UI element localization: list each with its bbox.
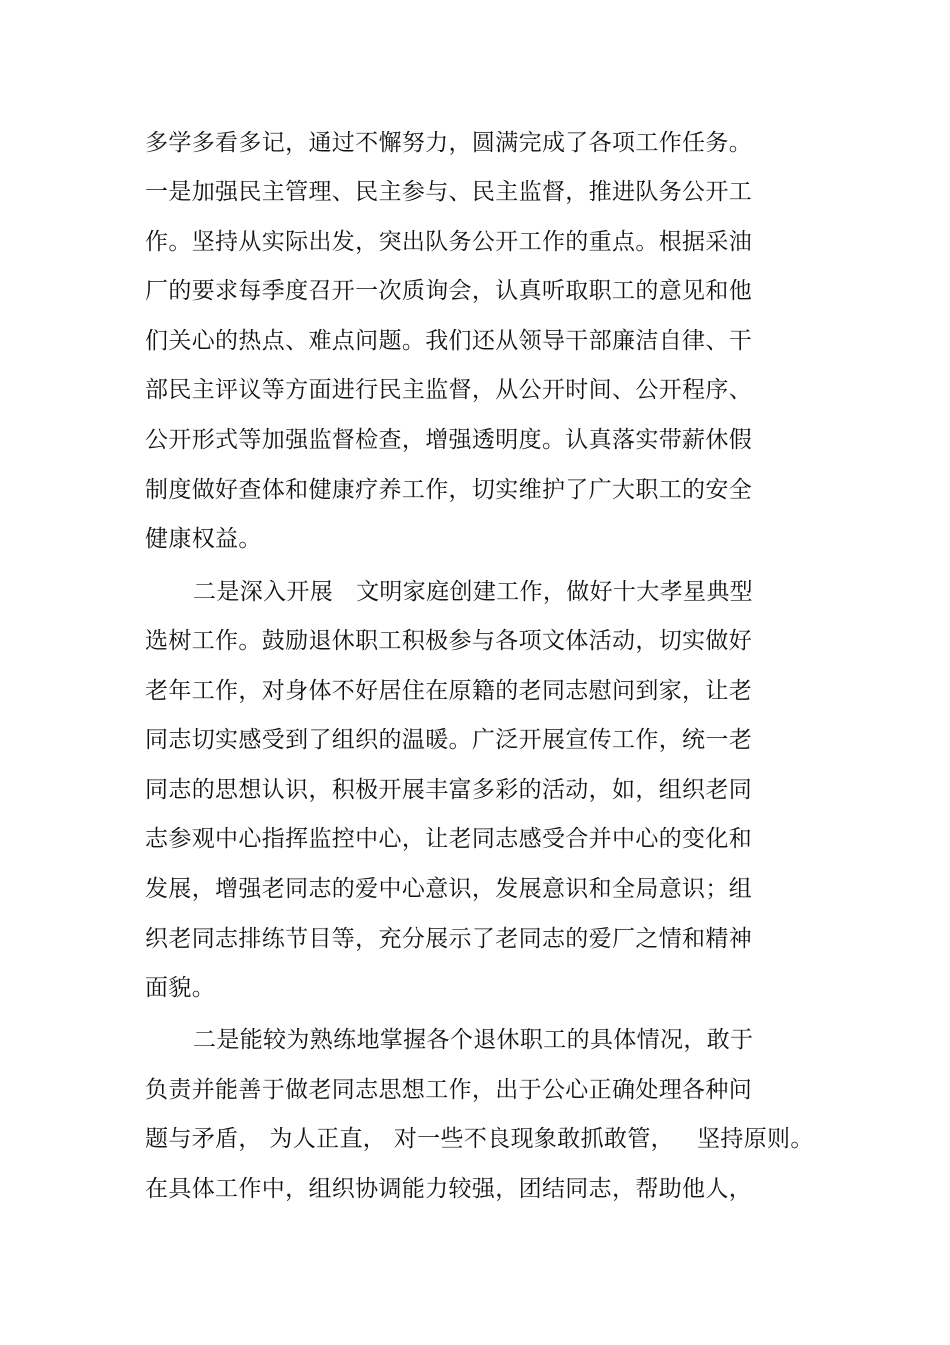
- text-line: 部民主评议等方面进行民主监督，从公开时间、公开程序、: [145, 377, 753, 403]
- paragraph-first-line: 二是能较为熟练地掌握各个退休职工的具体情况，敢于: [193, 1027, 754, 1053]
- text-line: 们关心的热点、难点问题。我们还从领导干部廉洁自律、干: [145, 328, 753, 354]
- text-line: 同志的思想认识，积极开展丰富多彩的活动，如，组织老同: [145, 777, 753, 803]
- text-line: 面貌。: [145, 975, 216, 1001]
- text-line: 同志切实感受到了组织的温暖。广泛开展宣传工作，统一老: [145, 727, 753, 753]
- text-line: 发展，增强老同志的爱中心意识，发展意识和全局意识；组: [145, 876, 753, 902]
- text-line: 一是加强民主管理、民主参与、民主监督，推进队务公开工: [145, 179, 753, 205]
- text-line: 多学多看多记，通过不懈努力，圆满完成了各项工作任务。: [145, 130, 753, 156]
- text-line: 厂的要求每季度召开一次质询会，认真听取职工的意见和他: [145, 278, 753, 304]
- text-line: 制度做好查体和健康疗养工作，切实维护了广大职工的安全: [145, 477, 753, 503]
- text-line: 志参观中心指挥监控中心，让老同志感受合并中心的变化和: [145, 826, 753, 852]
- text-line: 健康权益。: [145, 526, 262, 552]
- text-line: 在具体工作中，组织协调能力较强，团结同志，帮助他人，: [145, 1176, 753, 1202]
- text-line: 作。坚持从实际出发，突出队务公开工作的重点。根据采油: [145, 229, 753, 255]
- text-line: 公开形式等加强监督检查，增强透明度。认真落实带薪休假: [145, 427, 753, 453]
- text-line: 老年工作，对身体不好居住在原籍的老同志慰问到家，让老: [145, 678, 753, 704]
- paragraph-first-line: 二是深入开展 文明家庭创建工作，做好十大孝星典型: [193, 579, 754, 605]
- text-line: 题与矛盾， 为人正直， 对一些不良现象敢抓敢管， 坚持原则。: [145, 1126, 814, 1152]
- text-line: 负责并能善于做老同志思想工作，出于公心正确处理各种问: [145, 1077, 753, 1103]
- text-line: 选树工作。鼓励退休职工积极参与各项文体活动，切实做好: [145, 628, 753, 654]
- text-line: 织老同志排练节目等，充分展示了老同志的爱厂之情和精神: [145, 926, 753, 952]
